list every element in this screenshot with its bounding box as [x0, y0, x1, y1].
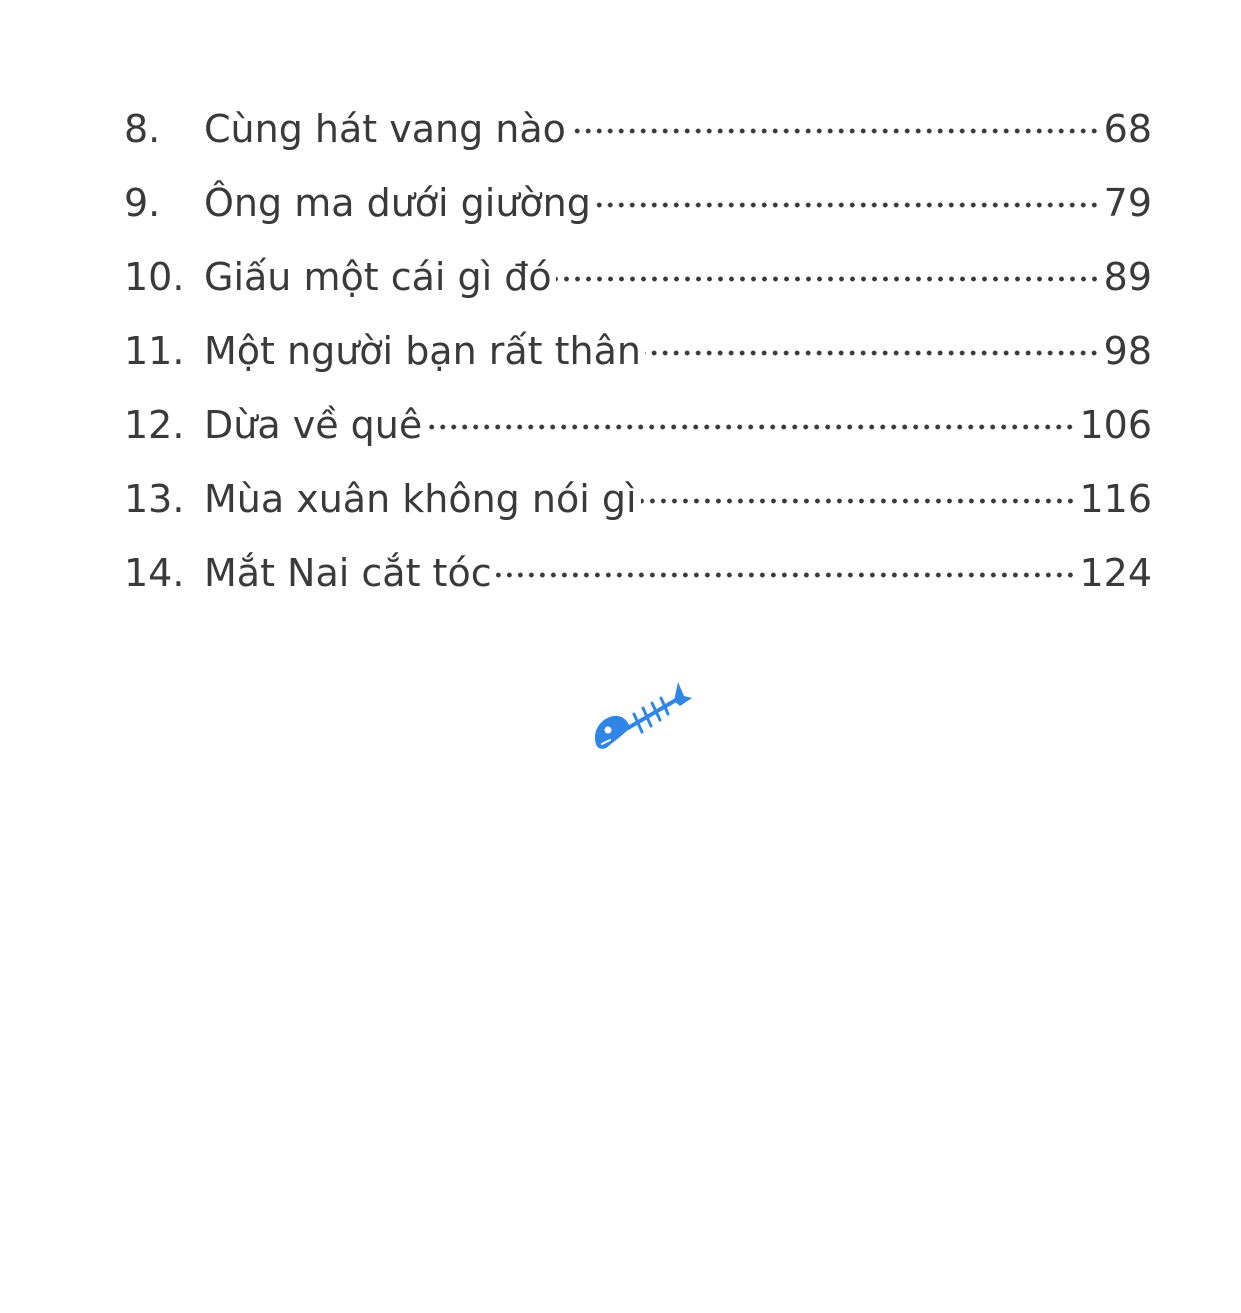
toc-entry-title: Giấu một cái gì đó	[204, 255, 552, 299]
toc-entry-title: Mắt Nai cắt tóc	[204, 551, 492, 595]
toc-entry[interactable]	[124, 166, 1152, 240]
toc-entry-page: 124	[1079, 551, 1152, 595]
toc-entry-number: 9.	[124, 181, 161, 225]
dot-leader	[645, 348, 1100, 358]
toc-entry[interactable]	[124, 536, 1152, 610]
toc-entry-title: Cùng hát vang nào	[204, 107, 566, 151]
toc-entry-page: 89	[1103, 255, 1152, 299]
dot-leader	[595, 200, 1100, 210]
toc-entry-title: Ông ma dưới giường	[204, 181, 591, 225]
toc-entry-page: 68	[1103, 107, 1152, 151]
dot-leader	[641, 496, 1076, 506]
toc-entry-title: Một người bạn rất thân	[204, 329, 641, 373]
fish-skeleton-icon	[588, 674, 694, 760]
toc-entry-number: 11.	[124, 329, 185, 373]
toc-entry-number: 12.	[124, 403, 185, 447]
toc-entry[interactable]	[124, 240, 1152, 314]
toc-entry-number: 13.	[124, 477, 185, 521]
toc-entry-page: 98	[1103, 329, 1152, 373]
table-of-contents	[124, 92, 1152, 610]
toc-entry-page: 116	[1079, 477, 1152, 521]
toc-entry-number: 10.	[124, 255, 185, 299]
toc-entry-title: Mùa xuân không nói gì	[204, 477, 637, 521]
toc-entry-page: 106	[1079, 403, 1152, 447]
toc-entry[interactable]	[124, 462, 1152, 536]
dot-leader	[556, 274, 1100, 284]
dot-leader	[426, 422, 1075, 432]
dot-leader	[570, 126, 1100, 136]
toc-entry-page: 79	[1103, 181, 1152, 225]
toc-entry-title: Dừa về quê	[204, 403, 423, 447]
toc-entry[interactable]	[124, 92, 1152, 166]
toc-entry[interactable]	[124, 314, 1152, 388]
dot-leader	[496, 570, 1076, 580]
toc-entry[interactable]	[124, 388, 1152, 462]
toc-entry-number: 8.	[124, 107, 161, 151]
toc-entry-number: 14.	[124, 551, 185, 595]
